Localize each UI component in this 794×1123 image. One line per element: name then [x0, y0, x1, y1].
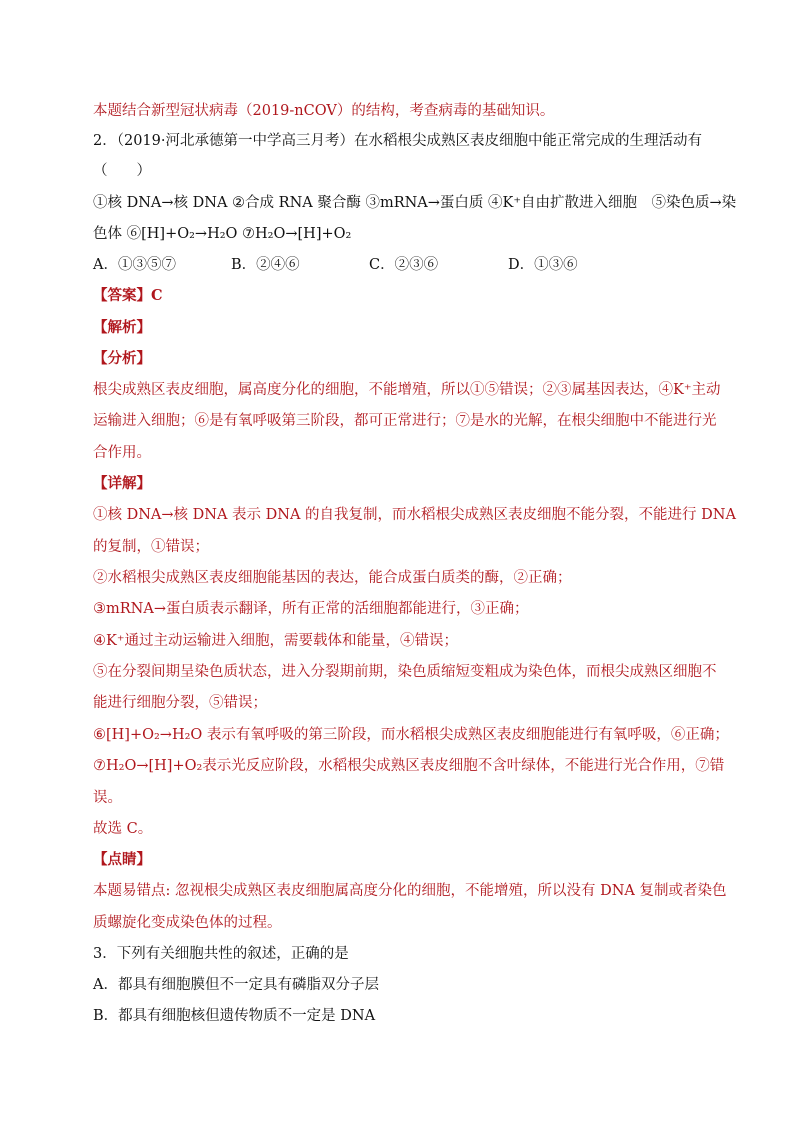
option-d: D．①③⑥	[508, 257, 578, 273]
analysis-line-3: 合作用。	[93, 445, 151, 461]
option-b: B．②④⑥	[231, 257, 300, 273]
conclusion-text: 故选 C。	[93, 821, 153, 837]
detail-line-5: ④K⁺通过主动运输进入细胞，需要载体和能量，④错误；	[93, 633, 458, 649]
option-c: C．②③⑥	[369, 257, 439, 273]
intro-text: 本题结合新型冠状病毒（2019-nCOV）的结构，考查病毒的基础知识。	[93, 103, 555, 119]
question-2-stem: 2．（2019·河北承德第一中学高三月考）在水稻根尖成熟区表皮细胞中能正常完成的生理活动有	[93, 133, 702, 149]
tips-line-2: 质螺旋化变成染色体的过程。	[93, 915, 282, 931]
analysis-line-1: 根尖成熟区表皮细胞，属高度分化的细胞，不能增殖，所以①⑤错误；②③属基因表达，④K⁺主动	[93, 382, 721, 398]
jiexi-label: 【解析】	[93, 319, 151, 336]
question-2-items-line-2: 色体 ⑥[H]+O₂→H₂O ⑦H₂O→[H]+O₂	[93, 226, 352, 242]
option-a: A．①③⑤⑦	[93, 257, 176, 273]
detail-line-4: ③mRNA→蛋白质表示翻译，所有正常的活细胞都能进行，③正确；	[93, 601, 529, 617]
question-2-options	[93, 255, 693, 275]
detail-line-8: ⑥[H]+O₂→H₂O 表示有氧呼吸的第三阶段，而水稻根尖成熟区表皮细胞能进行有氧呼吸，⑥正确；	[93, 727, 729, 743]
detail-line-6: ⑤在分裂间期呈染色质状态，进入分裂期前期，染色质缩短变粗成为染色体，而根尖成熟区细胞不	[93, 664, 717, 680]
question-3-option-b: B．都具有细胞核但遗传物质不一定是 DNA	[93, 1008, 376, 1024]
answer-label: 【答案】C	[93, 287, 163, 304]
fenxi-label: 【分析】	[93, 350, 151, 367]
question-2-items-line-1: ①核 DNA→核 DNA ②合成 RNA 聚合酶 ③mRNA→蛋白质 ④K⁺自由扩散进入细胞 ⑤染色质→染	[93, 195, 737, 211]
detail-line-10: 误。	[93, 790, 122, 806]
question-3-option-a: A．都具有细胞膜但不一定具有磷脂双分子层	[93, 977, 379, 993]
xiangjie-label: 【详解】	[93, 475, 151, 492]
detail-line-7: 能进行细胞分裂，⑤错误；	[93, 695, 267, 711]
detail-line-3: ②水稻根尖成熟区表皮细胞能基因的表达，能合成蛋白质类的酶，②正确；	[93, 570, 572, 586]
tips-line-1: 本题易错点: 忽视根尖成熟区表皮细胞属高度分化的细胞，不能增殖，所以没有 DNA 复制或者染色	[93, 883, 727, 899]
detail-line-1: ①核 DNA→核 DNA 表示 DNA 的自我复制，而水稻根尖成熟区表皮细胞不能分裂，不能进行 DNA	[93, 507, 736, 523]
detail-line-9: ⑦H₂O→[H]+O₂表示光反应阶段，水稻根尖成熟区表皮细胞不含叶绿体，不能进行光合作用，⑦错	[93, 758, 725, 774]
analysis-line-2: 运输进入细胞；⑥是有氧呼吸第三阶段，都可正常进行；⑦是水的光解，在根尖细胞中不能进行光	[93, 413, 717, 429]
detail-line-2: 的复制，①错误；	[93, 539, 209, 555]
dianjing-label: 【点睛】	[93, 851, 151, 868]
question-2-paren: （ ）	[93, 163, 151, 179]
question-3-stem: 3．下列有关细胞共性的叙述，正确的是	[93, 946, 349, 962]
